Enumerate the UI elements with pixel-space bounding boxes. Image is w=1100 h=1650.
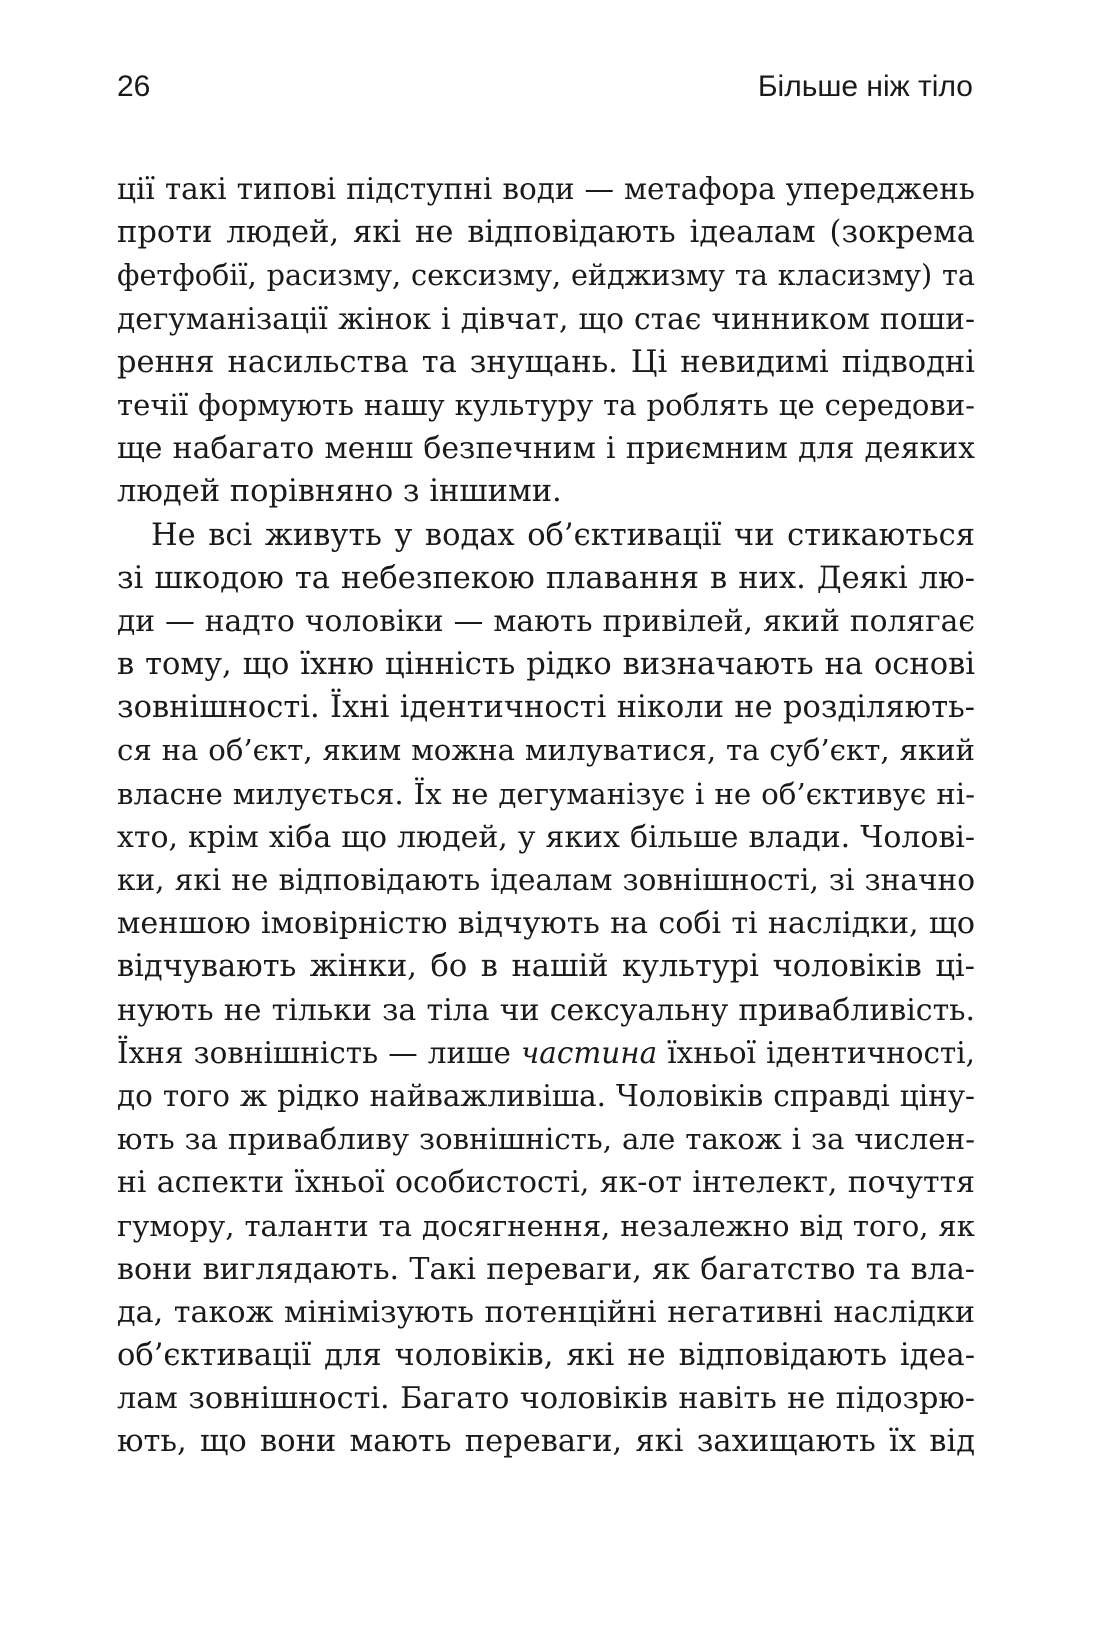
running-title: Більше ніж тіло — [757, 70, 973, 103]
text-line: відчувають жінки, бо в нашій культурі чоловіків ці- — [117, 949, 975, 985]
text-line: да, також мінімізують потенційні негативні наслідки — [117, 1294, 975, 1330]
text-line: в тому, що їхню цінність рідко визначають на основі — [117, 647, 975, 683]
text-line: ють за привабливу зовнішність, але також і за числен- — [117, 1122, 975, 1157]
text-segment: Їхня зовнішність — лише — [117, 1035, 521, 1070]
text-line: проти людей, які не відповідають ідеалам (зокрема — [117, 215, 975, 251]
page-number: 26 — [117, 70, 151, 103]
text-line: рення насильства та знущань. Ці невидимі підводні — [117, 344, 975, 380]
text-line: власне милується. Їх не дегуманізує і не об’єктивує ні- — [117, 776, 975, 811]
text-line: зовнішності. Їхні ідентичності ніколи не розділяють- — [117, 690, 975, 726]
text-line: ні аспекти їхньої особистості, як-от інтелект, почуття — [117, 1165, 975, 1201]
text-line: хто, крім хіба що людей, у яких більше влади. Чолові- — [117, 819, 975, 855]
text-line: гумору, таланти та досягнення, незалежно від того, як — [117, 1208, 975, 1243]
text-segment: їхньої ідентичності, — [657, 1035, 975, 1070]
text-line: Не всі живуть у водах об’єктивації чи стикаються — [151, 517, 975, 553]
text-line: до того ж рідко найважливіша. Чоловіків справді ціну- — [117, 1078, 975, 1113]
text-line: людей порівняно з іншими. — [117, 474, 562, 510]
text-line: ся на об’єкт, яким можна милуватися, та суб’єкт, який — [117, 733, 975, 768]
text-line: нують не тільки за тіла чи сексуальну привабливість. — [117, 992, 975, 1028]
text-line: об’єктивації для чоловіків, які не відповідають ідеа- — [117, 1338, 975, 1374]
text-line: фетфобії, расизму, сексизму, ейджизму та класизму) та — [117, 258, 975, 293]
text-line: ди — надто чоловіки — мають привілей, який полягає — [117, 603, 975, 639]
running-head — [117, 70, 973, 110]
text-line-with-emphasis — [117, 1032, 975, 1075]
text-line: ще набагато менш безпечним і приємним для деяких — [117, 431, 975, 467]
text-line: ки, які не відповідають ідеалам зовнішності, зі значно — [117, 863, 975, 897]
text-line: лам зовнішності. Багато чоловіків навіть не підозрю- — [117, 1381, 975, 1417]
text-line: зі шкодою та небезпекою плавання в них. Деякі лю- — [117, 560, 975, 596]
body-text — [117, 168, 975, 1464]
text-line: вони виглядають. Такі переваги, як багатство та вла- — [117, 1251, 975, 1287]
text-line: дегуманізації жінок і дівчат, що стає чинником поши- — [117, 301, 975, 337]
text-line: ції такі типові підступні води — метафора упереджень — [117, 172, 975, 206]
italic-emphasis: частина — [520, 1035, 658, 1070]
text-line: меншою імовірністю відчують на собі ті наслідки, що — [117, 906, 975, 942]
text-line: ють, що вони мають переваги, які захищають їх від — [117, 1424, 975, 1460]
text-line: течії формують нашу культуру та роблять це середови- — [117, 387, 975, 422]
